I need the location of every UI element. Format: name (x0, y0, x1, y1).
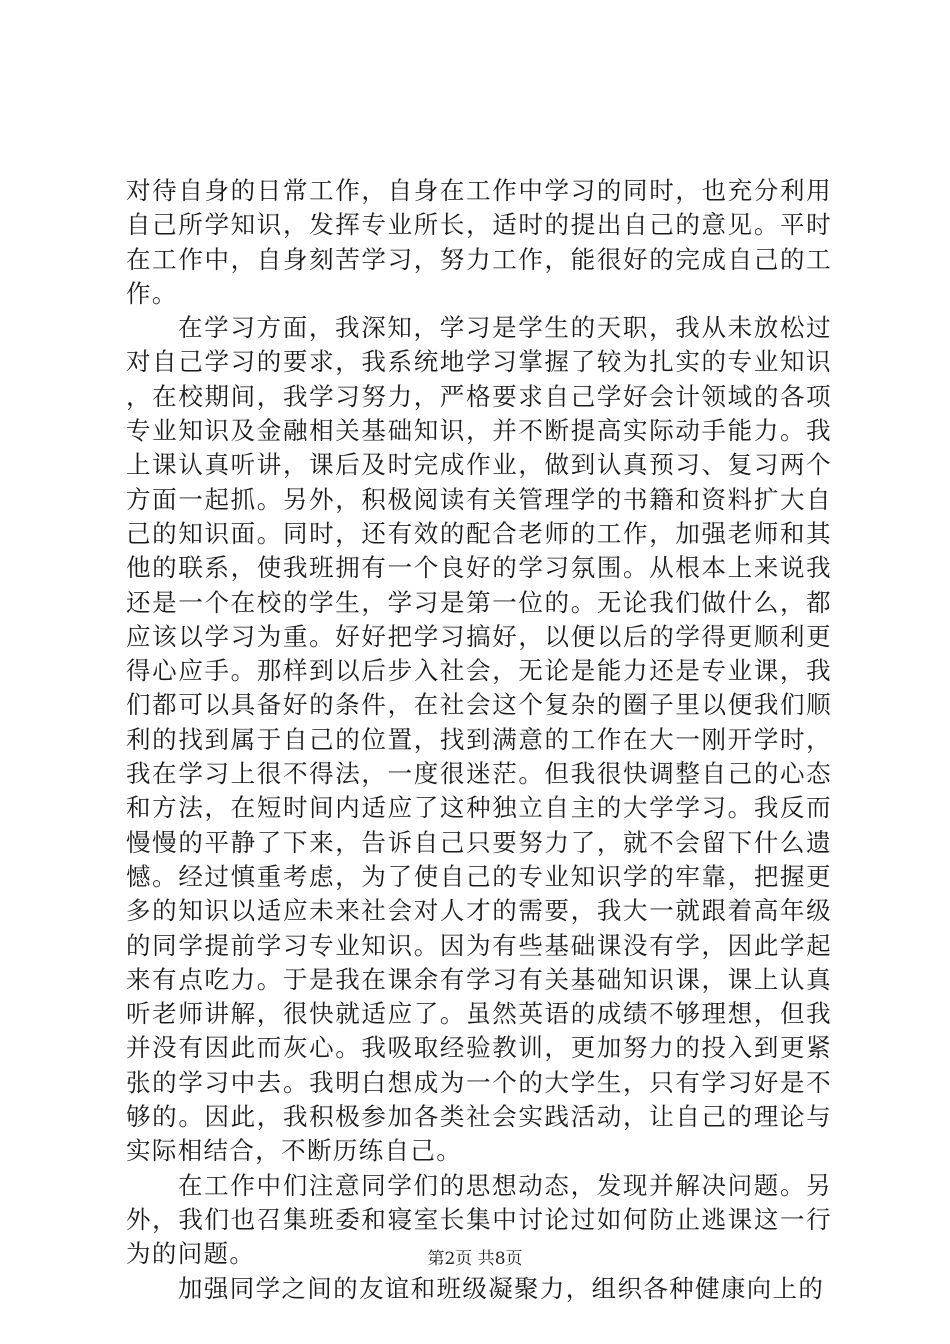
paragraph: 加强同学之间的友谊和班级凝聚力，组织各种健康向上的 (178, 1273, 825, 1303)
page-number-footer: 第2页 共8页 (427, 1249, 523, 1269)
paragraph: 在学习方面，我深知，学习是学生的天职，我从未放松过对自己学习的要求，我系统地学习掌握了较为扎实的专业知识，在校期间，我学习努力，严格要求自己学好会计领域的各项专业知识及金融相关基础知识，并不断提高实际动手能力。我上课认真听讲，课后及时完成作业，做到认真预习、复习两个方面一起抓。另外，积极阅读有关管理学的书籍和资料扩大自己的知识面。同时，还有效的配合老师的工作，加强老师和其他的联系，使我班拥有一个良好的学习氛围。从根本上来说我还是一个在校的学生，学习是第一位的。无论我们做什么，都应该以学习为重。好好把学习搞好，以便以后的学得更顺利更得心应手。那样到以后步入社会，无论是能力还是专业课，我们都可以具备好的条件，在社会这个复杂的圈子里以便我们顺利的找到属于自己的位置，找到满意的工作在大一刚开学时，我在学习上很不得法，一度很迷茫。但我很快调整自己的心态和方法，在短时间内适应了这种独立自主的大学学习。我反而慢慢的平静了下来，告诉自己只要努力了，就不会留下什么遗憾。经过慎重考虑，为了使自己的专业知识学的牢靠，把握更多的知识以适应未来社会对人才的需要，我大一就跟着高年级的同学提前学习专业知识。因为有些基础课没有学，因此学起来有点吃力。于是我在课余有学习有关基础知识课，课上认真听老师讲解，很快就适应了。虽然英语的成绩不够理想，但我并没有因此而灰心。我吸取经验教训，更加努力的投入到更紧张的学习中去。我明白想成为一个的大学生，只有学习好是不够的。因此，我积极参加各类社会实践活动，让自己的理论与实际相结合，不断历练自己。 (126, 313, 832, 1166)
document-body (126, 174, 832, 1306)
paragraph: 对待自身的日常工作，自身在工作中学习的同时，也充分利用自己所学知识，发挥专业所长，适时的提出自己的意见。平时在工作中，自身刻苦学习，努力工作，能很好的完成自己的工作。 (126, 176, 832, 308)
paragraph: 在工作中们注意同学们的思想动态，发现并解决问题。另外，我们也召集班委和寝室长集中讨论过如何防止逃课这一行为的问题。 (126, 1170, 832, 1269)
